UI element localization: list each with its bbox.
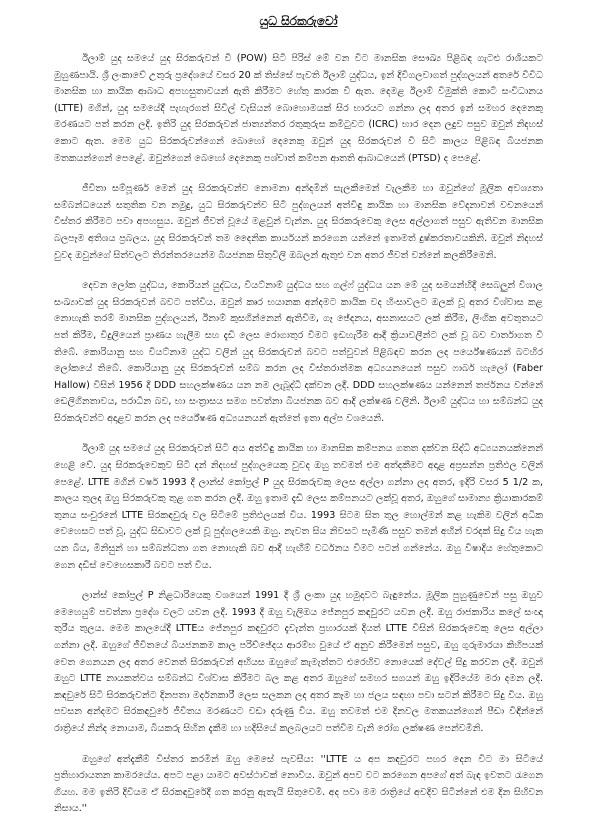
- paragraph-6: ඔහුගේ අත්දැකීම් විස්තර කරමින් ඔහු මෙසේ පැවසීය: ''LTTE ය අප කඳවුරට පහර දෙන විට මා සිටියේ ප්‍රතිහාරායතන කාමරයේය. අපට පළා යාමට අවස්ථාවක් නොවීය. ඔවුන් අපව වට කරගෙන අපගේ අත් බැඳ ඉවතට රැගෙන ගියහ. මම ඉතිරි දිවියම ඒ සිරකඳවුරේදී ගත කරනු ඇතැයි සිතුවෙමි. අද පවා මම රාත්‍රියේ අවදිව සිටින්නේ එම දින සිහිවන නිසාය.'': [54, 753, 543, 815]
- paragraph-4: ඊලාම් යුද සමයේ යුද සිරකරුවන් සිටි අය අත්විඳු කායික හා මානසික කම්පනය ගතත දක්වන සිද්ධි අධ්‍යයනයක්නෙන් හෙළි වේ. යුද සිරකරුවෙකුව සිටි දන් නිදහස් පුද්ගලයෙකු වුවද ඔහු තවමත් එම අත්දකීමට අදාළ අප්‍රසන්න ප්‍රතිඵල වලින් පෙළේ. LTTE මගින් වර්ෂ 1993 දී ලාන්ස් කෝප්‍රල් P යුද සිරකරුවකු ලෙස අල්ලා ගන්නා ලද අතර, ඉදිරි වසර 5 1/2 ක, කාලය තුලද ඔහු සිරකරුවකු තුළ ගත කරන ලදී. ඔහු ඉතාම දැඩි ලෙස කම්පනයට ලක්වූ අතර, ඔහුගේ සාමාන්‍ය ක්‍රියාකාරකම් තුනය සංචුරනේ LTTE සිරකඳවුරු වල සිටීමේ ප්‍රතිඵලයක් විය. 1993 සිටම සිත තුල හොල්මන් කළ හැකිම වලින් අධික වෙහෙසට පත් වූ, යුද්ධ සිඩාවට ලක් වූ පුද්ගලයෙකි ඔහු. නැවත සිය නිවසට පැමිණි පසුව තමන් අහින් වරදක් සිදු විය හැක යන බිය, මිනිසුන් හා සම්බන්ධතා ගත නොහැකි බව ආදී හැඟීම් වර්ධනය වීමට පටන් ගන්නේය. ඔහු විෂාදිය හේතුකොට ගෙන දඩිස් වෙහෙසකාරී බවට පත් විය.: [54, 443, 543, 571]
- paragraph-3: දෙවන ලෝක යුද්ධය, කොරියන් යුද්ධය, වියට්නාම් යුද්ධය සහ ගල්ෆ් යුද්ධය යන මේ යුද සමයන්හිදී සෙබලුන් විශාල සංඛ්‍යාවක් යුද සිරකරුවන් බවට පත්විය. ඔවුන් ක්‍රුර භයානක අන්දමට කායික වද හිංසාවලට ඔලක් වූ අතර විශ්වාස කළ නොහැකි තරම් මානසික පුද්ගලයන්, ඊනාම් කුසගින්නෙන් ඇතිවීම, ගෑ ඡේදනය, අසනාසයට ලක් කිරීම, ලිංගික අවතුතයට පත් කිරීම, විදුලියෙන් ප්‍රාණය හැලීම සහ දැඩි ලෙස රොගාතුර වීමට ඉඩහැරීම ආදී ක්‍රියාවලීන්ට ලක් වූ බව වාර්තාගත වී තිබේ. කොරියානු සහ වියට්නාම යුද්ධ වලින් යුද සිරකරුවන් බවට පත්වුවන් පිළිබඳව කරන ලද පර්යේෂණයන් බටහිර ලෝකයේ තිබේ. කොරියානු යුද සිරකරුවන් සම්බ කරන ලද විස්තරාත්මක අධ්‍යයනයෙන් පසුව ෆාබර් හැලෝ (Faber Hallow) විසින් 1956 දී DDD සහලක්ෂණය යන නම ලැබූද්ධී දක්වන ලදී. DDD සහලක්ෂණය යන්නෙන් තර්ජනය වන්නේ ඩෙලිගිනතාවය, පරාධීන බව, භා සංත්‍රාසය සමග පවත්නා බියජනක බව ආදි ලක්ෂණ වලිනි. ඊලාම් යුද්ධය හා සම්බන්ධ යුද සිරකරුවන්ට අදාළව කරන ලද පර්යේෂණ අධ්‍යයනයන් ඇත්තේ ඉතා අල්ප වශයෙනි.: [54, 280, 543, 424]
- paragraph-2: ජීවිතා සම්පූර්ණ මෙන් යුද සිරකරුවන්ව නොමනා අන්දමින් සැලකීමෙන් වැලකීම හා ඔවුන්ගේ මූලික අවශ්‍යතා සම්බන්ධයෙන් සතුතික වන නමුදු, යුධ සිරකරුවන්ව සිටි පුද්ගලයන් අත්විඳු කායික හා මානසික වේදනාවන් වචනයෙන් විස්තර කිරීමට පවා අපහසුය. ඔවුන් ජීවත් වූයේ මළවුන් වැන්න. යුද සිරකරුවෙකු ලෙස අල්ලාගත් පසුව ඇතිවන මානසික බලපෑම අතිශය ප්‍රබලය. යුද සිරකරුවන් තම දෛනික කාර්යයන් කරගෙන යන්නේ ඉතාමත් දුෂ්කරතාවයකිනි. ඔවුන් නිදහස් වුවද ඔවුන්ගේ සිත්වලට තිරන්තරයෙන්ම බියජනක සිතුවිලි ඔබලන් ඇතුළු වන අතර ජීවත් වන්නේ කලකිරීමෙනි.: [54, 183, 543, 261]
- paragraph-5: ලාන්ස් කෝප්‍රල් P නිළධාරියෙකු වශයෙන් 1991 දී ශ්‍රී ලංකා යුද හමුදාවට බැඳුනේය. මූලික පුහුණුවෙන් පසු ඔහුව මෙහෙයුම් පවත්නා ප්‍රදේශ වලට යවන ලදී. 1993 දී ඔහු වැලිඔය ජේනපුර කඳවුරට යවන ලදී. ඔහු රාජකාරිය කලේ සංඥා තුරීය තුලය. මෙම කාලයේදී LTTEය ජේනපුර කඳවුරට දැවැන්ත ප්‍රහාරයක් දියත් LTTE විසින් සිරකරුවෙකු ලෙස අල්ලා ගන්නා ලදී. ඔහුගේ ජීවිතයේ බියජනකම කාල පරිච්ඡේදය ආරම්භ වුයේ ඒ අනුව කිරීමෙන් පසුව, ඔහු ගුරුමාරයා කිහිපයක් වෙත ගෙනයන ලද අතර වෙනත් සිරකරුවන් අභියස ඔහුගේ කැමැත්තට එරෙහිව නොයෙක් දේවල් සිදු කරවන ලදී. ඔවුන් ඔහුට LTTE නායකත්වය සම්බන්ධ විශ්වාස කිරීමට බල කළ අතර ඔහුගේ සමහර සගයන් ඔහු ඉදිරියේම මරා දමන ලදී. කඳවුරේ සිටි සිරකරුවන්ට දිනපතා මර්දනකාරී ලෙස සලකන ලද අතර කෑම හා ජලය සඳහා පවා සටන් කිරීමට සිදු විය. ඔහු පවසන අන්දමට සිරකඳවුරේ ජීවිතය මරණයට වඩා දරුණු විය. ඔහු තවමත් එම දිනවල මතකයන්ගෙන් පීඩා විඳින්නේ රාත්‍රියේ නින්ද නොයාම, බියකරු සිහින දැකීම හා හදිසියේ කලබලයට පත්වීම වැනි රෝග ලක්ෂණ පෙන්වමිනි.: [54, 590, 543, 734]
- paragraph-1: ඊලාම් යුද සමයේ යුද සිරකරුවන් වී (POW) සිටි පිරිස් මේ වන විට මානසික සෞඛ්‍ය පිළිබඳ ගැටළු රාශියකට මුහුණපායි. ශ්‍රී ලංකාවේ උතුරු ප්‍රදේශයේ වසර 20 ක් තිස්සේ පැවති ඊලාම් යුද්ධය, ඉන් දිවිගලවාගත් පුද්ගලයන් අතරේ විවිධ මානසික හා කායික ආබාධ අපහසුතාවයන් ඇති කිරීමට හේතු කාරක වී ඇත. දෙමළ ඊලාම් විමුක්ති කොටි සංවිධානය (LTTE) මගින්, යුද සමයේදී පැහැරගත් සිවිල් වැසියන් බොහොමයක් සිර භාරයට ගන්නා ලද අතර ඉන් සමහර දෙනෙකු මරණයට පත් කරන ලදි. ඉතිරි යුද සිරකරුවන් ජාත්‍යන්තර රතුකුරුස කමිටුවට (ICRC) භාර දෙන ලදුව පසුව ඔවුන් නිදහස් කොට ඇත. මෙම යුධ සිරකරුවන්ගෙන් බොහෝ දෙනෙකු ඔවුන් යුද සිරකරුවන් වී සිටි කාලය පිළිබඳ බියජනක මතකයන්ගෙන් පෙළේ. ඔවුන්ගෙන් බෙහෝ දෙනෙකු පශ්චාත් කම්පන ආතති ආබාධයෙන් (PTSD) ද පෙළේ.: [54, 53, 543, 164]
- document-title: යුධ සිරකරුවෝ: [259, 14, 338, 28]
